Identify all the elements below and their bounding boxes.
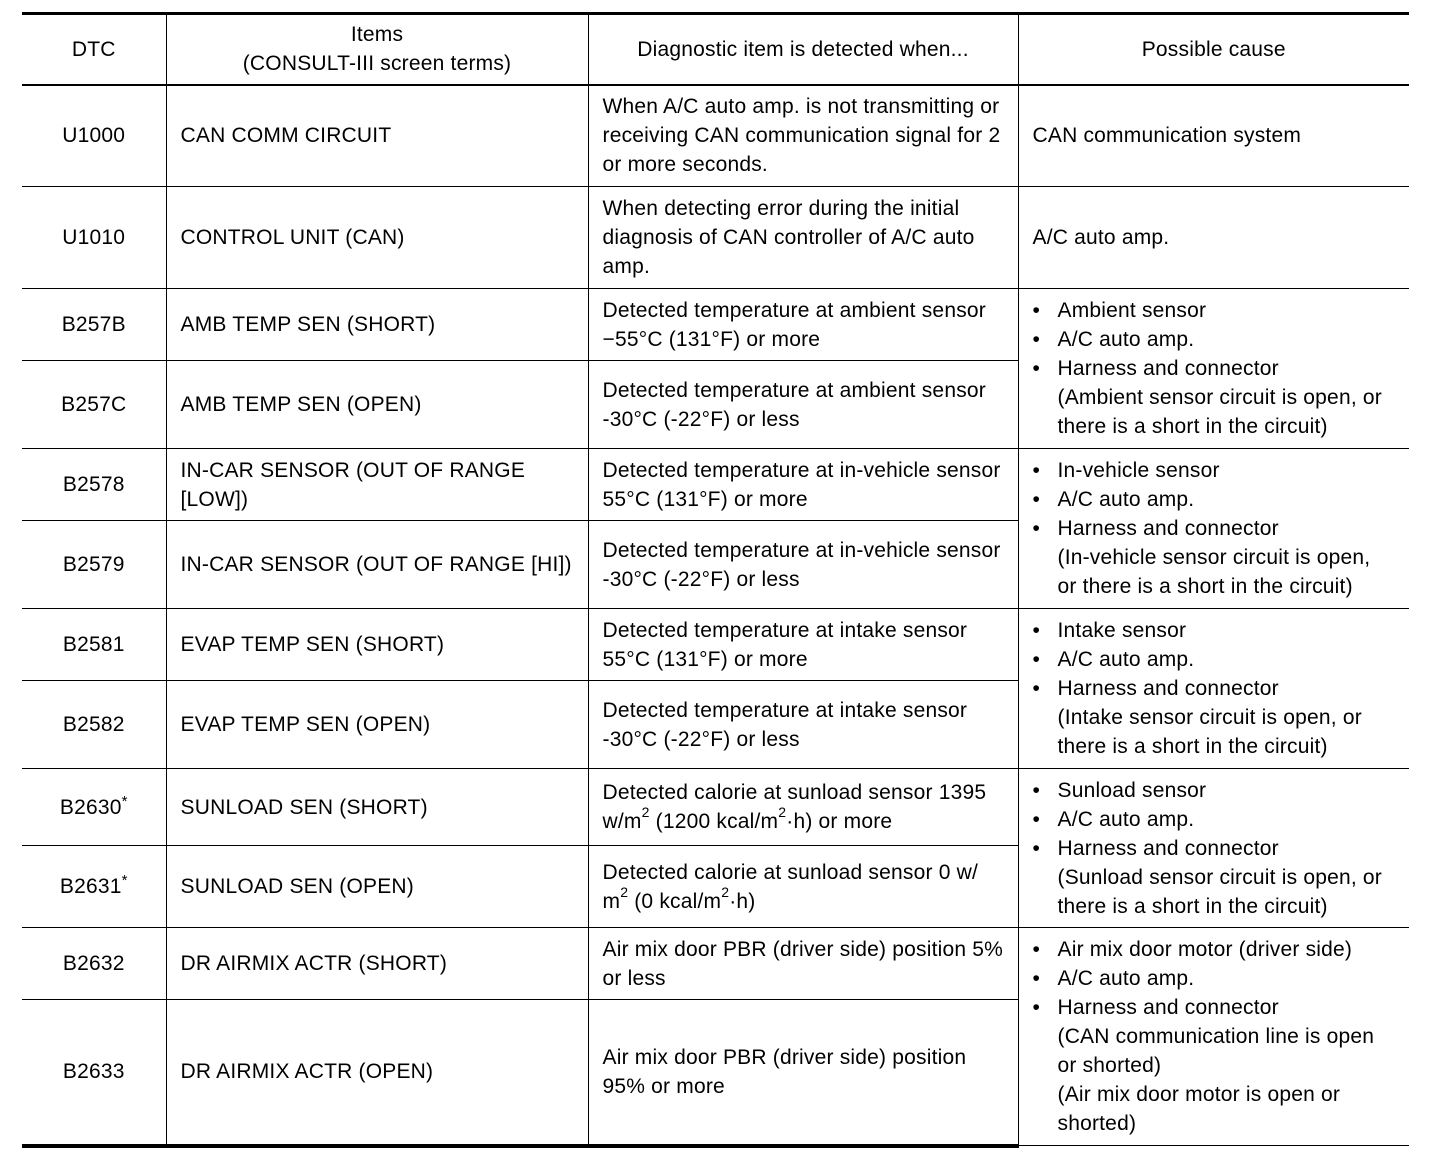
dtc-item: IN-CAR SENSOR (OUT OF RANGE [HI]) xyxy=(166,521,588,609)
dtc-detected xyxy=(588,769,1018,846)
cause-list xyxy=(1033,776,1396,863)
table-row xyxy=(22,769,1409,846)
dtc-cause-group xyxy=(1018,928,1409,1146)
detected-text: (1200 kcal/m xyxy=(649,810,779,833)
cause-bullet: • Harness and connector xyxy=(1033,354,1396,383)
table-row xyxy=(22,85,1409,187)
cause-bullet: • A/C auto amp. xyxy=(1033,485,1396,514)
detected-text: (0 kcal/m xyxy=(628,889,722,913)
dtc-table xyxy=(22,12,1409,1148)
dtc-item: CONTROL UNIT (CAN) xyxy=(166,187,588,289)
dtc-detected: Detected temperature at intake sensor 55°C (131°F) or more xyxy=(588,609,1018,681)
cause-note: (Ambient sensor circuit is open, or there is a short in the circuit) xyxy=(1057,386,1382,438)
cause-note: (Intake sensor circuit is open, or there is a short in the circuit) xyxy=(1057,706,1362,758)
dtc-code: B2579 xyxy=(22,521,166,609)
header-dtc: DTC xyxy=(22,14,166,85)
cause-list xyxy=(1033,616,1396,703)
table-row xyxy=(22,609,1409,681)
dtc-detected: Air mix door PBR (driver side) position 5% or less xyxy=(588,928,1018,1000)
header-row xyxy=(22,14,1409,85)
cause-bullet: • Sunload sensor xyxy=(1033,776,1396,805)
superscript: 2 xyxy=(721,883,730,900)
superscript: 2 xyxy=(778,804,787,820)
header-detected: Diagnostic item is detected when... xyxy=(588,14,1018,85)
dtc-cause-group xyxy=(1018,769,1409,928)
dtc-detected: Detected temperature at in-vehicle sensor 55°C (131°F) or more xyxy=(588,449,1018,521)
dtc-detected: Detected temperature at ambient sensor -30°C (-22°F) or less xyxy=(588,361,1018,449)
dtc-code: B2582 xyxy=(22,681,166,769)
header-items-title: Items xyxy=(350,23,404,47)
table-row xyxy=(22,928,1409,1000)
dtc-code: U1000 xyxy=(22,85,166,187)
dtc-detected: Detected temperature at ambient sensor −55°C (131°F) or more xyxy=(588,289,1018,361)
table-row xyxy=(22,289,1409,361)
cause-bullet: • A/C auto amp. xyxy=(1033,325,1396,354)
detected-text: Detected calorie at sunload sensor 1395 w/m xyxy=(602,781,987,833)
detected-text: Detected calorie at sunload sensor 0 w/ m xyxy=(602,860,979,913)
header-items-subtitle: (CONSULT-III screen terms) xyxy=(242,52,512,76)
dtc-item: EVAP TEMP SEN (OPEN) xyxy=(166,681,588,769)
detected-text: ·h) or more xyxy=(786,810,893,833)
dtc-item: DR AIRMIX ACTR (SHORT) xyxy=(166,928,588,1000)
cause-note: (In-vehicle sensor circuit is open, or there is a short in the circuit) xyxy=(1057,546,1371,598)
header-cause: Possible cause xyxy=(1018,14,1409,85)
footnote-mark: * xyxy=(121,792,128,810)
header-items xyxy=(166,14,588,85)
dtc-cause: CAN communication system xyxy=(1018,85,1409,187)
dtc-code-cell xyxy=(22,846,166,928)
dtc-code: B2630 xyxy=(59,795,122,819)
dtc-code: B2632 xyxy=(22,928,166,1000)
cause-note: (CAN communication line is open or shorted) xyxy=(1057,1025,1375,1077)
dtc-item: IN-CAR SENSOR (OUT OF RANGE [LOW]) xyxy=(166,449,588,521)
table-row xyxy=(22,187,1409,289)
dtc-item: DR AIRMIX ACTR (OPEN) xyxy=(166,1000,588,1146)
cause-bullet: • A/C auto amp. xyxy=(1033,645,1396,674)
dtc-code: U1010 xyxy=(22,187,166,289)
cause-bullet: • In-vehicle sensor xyxy=(1033,456,1396,485)
dtc-code: B2631 xyxy=(59,875,122,898)
dtc-code: B257C xyxy=(22,361,166,449)
cause-bullet: • Ambient sensor xyxy=(1033,296,1396,325)
cause-bullet: • Intake sensor xyxy=(1033,616,1396,645)
dtc-detected: When A/C auto amp. is not transmitting or receiving CAN communication signal for 2 or more seconds. xyxy=(588,85,1018,187)
dtc-code: B2578 xyxy=(22,449,166,521)
table-row xyxy=(22,449,1409,521)
cause-bullet: • Harness and connector xyxy=(1033,674,1396,703)
cause-list xyxy=(1033,935,1396,1022)
dtc-item: EVAP TEMP SEN (SHORT) xyxy=(166,609,588,681)
dtc-detected: When detecting error during the initial diagnosis of CAN controller of A/C auto amp. xyxy=(588,187,1018,289)
dtc-cause-group xyxy=(1018,449,1409,609)
superscript: 2 xyxy=(620,883,629,900)
cause-note: (Sunload sensor circuit is open, or there is a short in the circuit) xyxy=(1057,865,1382,918)
detected-text: ·h) xyxy=(729,889,756,913)
cause-bullet: • Harness and connector xyxy=(1033,993,1396,1022)
dtc-code: B2633 xyxy=(22,1000,166,1146)
cause-list xyxy=(1033,296,1396,383)
cause-note: (Air mix door motor is open or shorted) xyxy=(1057,1083,1341,1135)
superscript: 2 xyxy=(641,804,650,820)
cause-list xyxy=(1033,456,1396,543)
dtc-item: CAN COMM CIRCUIT xyxy=(166,85,588,187)
dtc-item: SUNLOAD SEN (OPEN) xyxy=(166,846,588,928)
cause-bullet: • A/C auto amp. xyxy=(1033,805,1396,834)
cause-bullet: • A/C auto amp. xyxy=(1033,964,1396,993)
dtc-cause-group xyxy=(1018,609,1409,769)
dtc-code: B2581 xyxy=(22,609,166,681)
cause-bullet: • Air mix door motor (driver side) xyxy=(1033,935,1396,964)
dtc-item: AMB TEMP SEN (OPEN) xyxy=(166,361,588,449)
dtc-code: B257B xyxy=(22,289,166,361)
cause-bullet: • Harness and connector xyxy=(1033,514,1396,543)
dtc-detected: Air mix door PBR (driver side) position 95% or more xyxy=(588,1000,1018,1146)
dtc-cause: A/C auto amp. xyxy=(1018,187,1409,289)
cause-bullet: • Harness and connector xyxy=(1033,834,1396,863)
dtc-item: SUNLOAD SEN (SHORT) xyxy=(166,769,588,846)
dtc-detected xyxy=(588,846,1018,928)
footnote-mark: * xyxy=(121,872,128,889)
dtc-code-cell xyxy=(22,769,166,846)
dtc-item: AMB TEMP SEN (SHORT) xyxy=(166,289,588,361)
dtc-detected: Detected temperature at in-vehicle sensor -30°C (-22°F) or less xyxy=(588,521,1018,609)
dtc-cause-group xyxy=(1018,289,1409,449)
dtc-detected: Detected temperature at intake sensor -30°C (-22°F) or less xyxy=(588,681,1018,769)
